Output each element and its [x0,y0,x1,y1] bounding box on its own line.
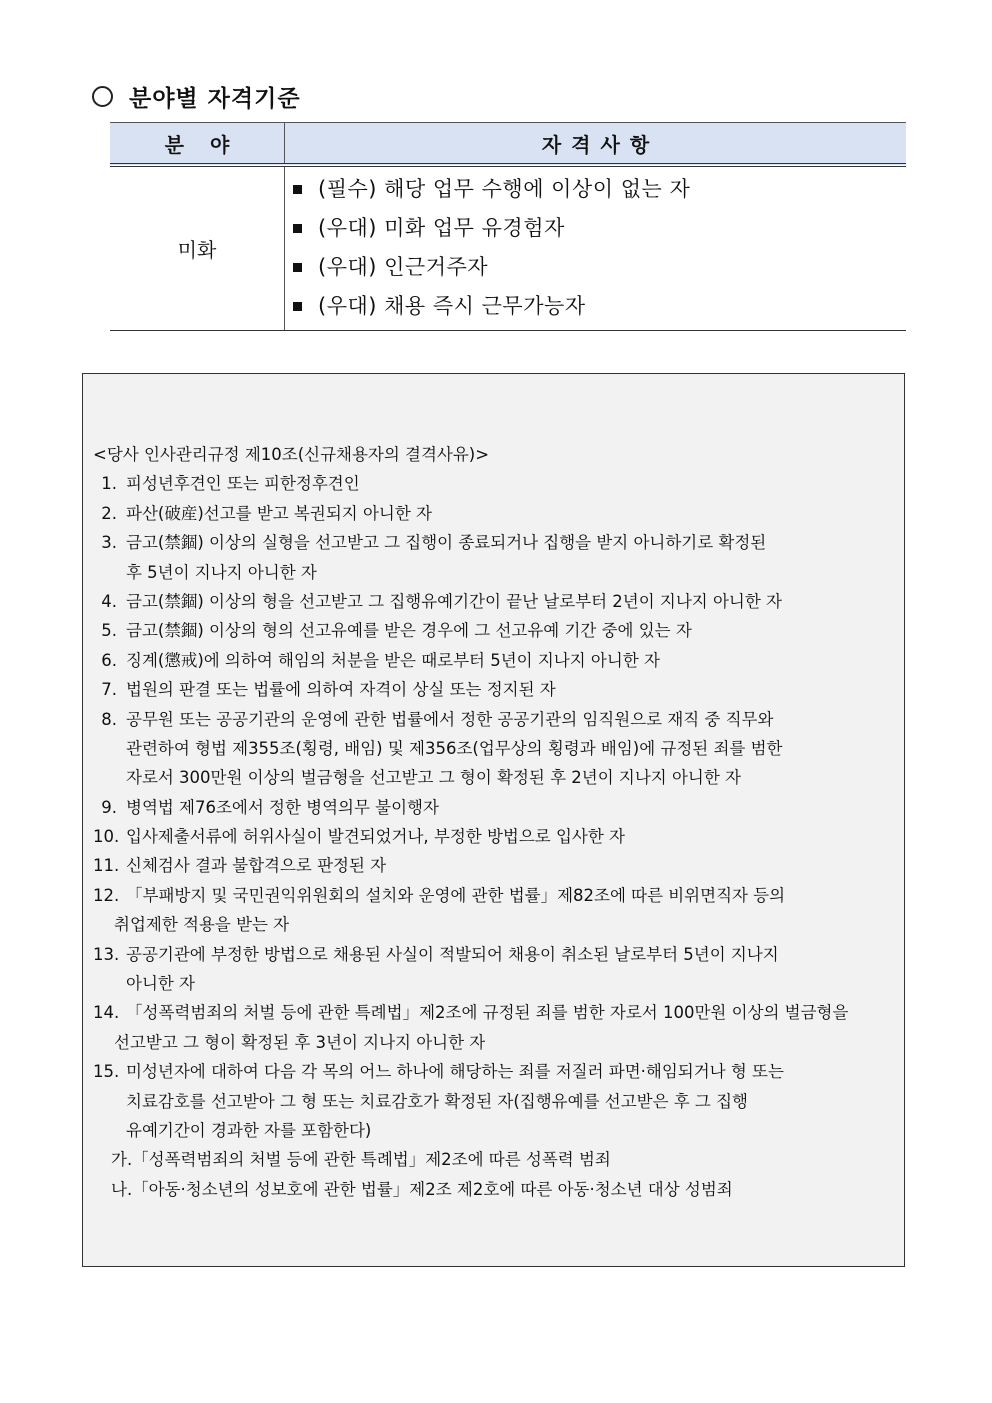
table-row [110,165,906,331]
item-line: 신체검사 결과 불합격으로 판정된 자 [126,856,387,876]
item-number: 10. [93,827,120,847]
item-line: 관련하여 형법 제355조(횡령, 배임) 및 제356조(업무상의 횡령과 배임)에 규정된 죄를 범한 [126,738,783,758]
item-line: 취업제한 적용을 받는 자 [114,915,290,935]
item-line: 병역법 제76조에서 정한 병역의무 불이행자 [126,797,439,817]
square-bullet-icon [293,224,302,233]
header-requirements: 자격사항 [285,123,907,166]
item-line: 징계(懲戒)에 의하여 해임의 처분을 받은 때로부터 5년이 지나지 아니한 자 [126,650,660,670]
square-bullet-icon [293,302,302,311]
requirements-cell [285,165,907,331]
square-bullet-icon [293,185,302,194]
regulation-items [93,469,898,1204]
item-line: 치료감호를 선고받아 그 형 또는 치료감호가 확정된 자(집행유예를 선고받은 후 그 집행 [126,1091,748,1111]
regulation-content [93,440,898,1204]
item-number: 2. [101,503,117,523]
section-title: 분야별 자격기준 [129,84,301,112]
item-line: 미성년자에 대하여 다음 각 목의 어느 하나에 해당하는 죄를 저질러 파면·해임되거나 형 또는 [126,1062,784,1082]
regulation-item [93,675,898,704]
list-item: (우대) 인근거주자 [293,248,906,287]
item-text [126,940,898,999]
item-line: 선고받고 그 형이 확정된 후 3년이 지나지 아니한 자 [114,1032,486,1052]
item-text [117,616,898,645]
item-line: 아니한 자 [126,974,196,994]
item-line: 법원의 판결 또는 법률에 의하여 자격이 상실 또는 정지된 자 [126,680,556,700]
item-text [126,851,898,880]
regulation-item [93,469,898,498]
regulation-item [93,587,898,616]
list-item: (우대) 미화 업무 유경험자 [293,209,906,248]
regulation-item [93,940,898,999]
item-line: 후 5년이 지나지 아니한 자 [126,562,317,582]
item-number: 13. [93,944,120,964]
item-number: 8. [101,709,117,729]
item-number: 15. [93,1062,120,1082]
regulation-box [82,373,905,1267]
criteria-table [110,122,906,331]
item-number: 3. [101,533,117,553]
requirements-list [285,167,906,330]
regulation-item [93,881,898,940]
item-line: 자로서 300만원 이상의 벌금형을 선고받고 그 형이 확정된 후 2년이 지나지 아니한 자 [126,768,741,788]
item-number: 1. [101,474,117,494]
item-number: 11. [93,856,120,876]
item-text [114,881,898,940]
item-text [114,998,898,1057]
item-number: 14. [93,1003,120,1023]
regulation-item [93,528,898,587]
regulation-item [93,1057,898,1145]
section-heading [92,80,301,112]
item-line: 「성폭력범죄의 처벌 등에 관한 특례법」제2조에 규정된 죄를 범한 자로서 100만원 이상의 벌금형을 [126,1003,849,1023]
item-text [117,793,898,822]
regulation-item [93,646,898,675]
regulation-subitem: 나.「아동·청소년의 성보호에 관한 법률」제2조 제2호에 따른 아동·청소년 대상 성범죄 [111,1179,733,1199]
regulation-subitem: 가.「성폭력범죄의 처벌 등에 관한 특례법」제2조에 따른 성폭력 범죄 [111,1150,611,1170]
item-number: 7. [101,680,117,700]
item-line: 공무원 또는 공공기관의 운영에 관한 법률에서 정한 공공기관의 임직원으로 재직 중 직무와 [126,709,774,729]
item-line: 금고(禁錮) 이상의 형을 선고받고 그 집행유예기간이 끝난 날로부터 2년이 지나지 아니한 자 [126,591,782,611]
list-item: (필수) 해당 업무 수행에 이상이 없는 자 [293,170,906,209]
square-bullet-icon [293,263,302,272]
item-text [117,587,898,616]
item-line: 파산(破産)선고를 받고 복권되지 아니한 자 [126,503,432,523]
table-header-row [110,123,906,166]
item-text [117,469,898,498]
item-line: 피성년후견인 또는 피한정후견인 [126,474,360,494]
item-line: 입사제출서류에 허위사실이 발견되었거나, 부정한 방법으로 입사한 자 [126,827,625,847]
item-number: 12. [93,885,120,905]
regulation-item [93,822,898,851]
item-number: 4. [101,591,117,611]
item-number: 5. [101,621,117,641]
item-text [117,528,898,587]
item-text [117,499,898,528]
header-field: 분야 [110,123,285,166]
item-line: 유예기간이 경과한 자를 포함한다) [126,1120,372,1140]
item-text [126,1057,898,1145]
item-line: 「부패방지 및 국민권익위원회의 설치와 운영에 관한 법률」제82조에 따른 비위면직자 등의 [126,885,786,905]
item-line: 금고(禁錮) 이상의 실형을 선고받고 그 집행이 종료되거나 집행을 받지 아니하기로 확정된 [126,533,767,553]
item-line: 공공기관에 부정한 방법으로 채용된 사실이 적발되어 채용이 취소된 날로부터 5년이 지나지 [126,944,779,964]
regulation-item [93,851,898,880]
regulation-item [93,998,898,1057]
item-line: 금고(禁錮) 이상의 형의 선고유예를 받은 경우에 그 선고유예 기간 중에 있는 자 [126,621,692,641]
item-number: 9. [101,797,117,817]
item-text [117,675,898,704]
regulation-item [93,616,898,645]
item-text [117,705,898,793]
regulation-title: <당사 인사관리규정 제10조(신규채용자의 결격사유)> [93,445,490,464]
regulation-item [93,793,898,822]
field-name: 미화 [110,165,285,331]
regulation-item [93,499,898,528]
item-text [126,822,898,851]
list-item: (우대) 채용 즉시 근무가능자 [293,287,906,326]
regulation-item [93,705,898,793]
item-text [117,646,898,675]
circle-bullet-icon [92,86,113,107]
item-number: 6. [101,650,117,670]
